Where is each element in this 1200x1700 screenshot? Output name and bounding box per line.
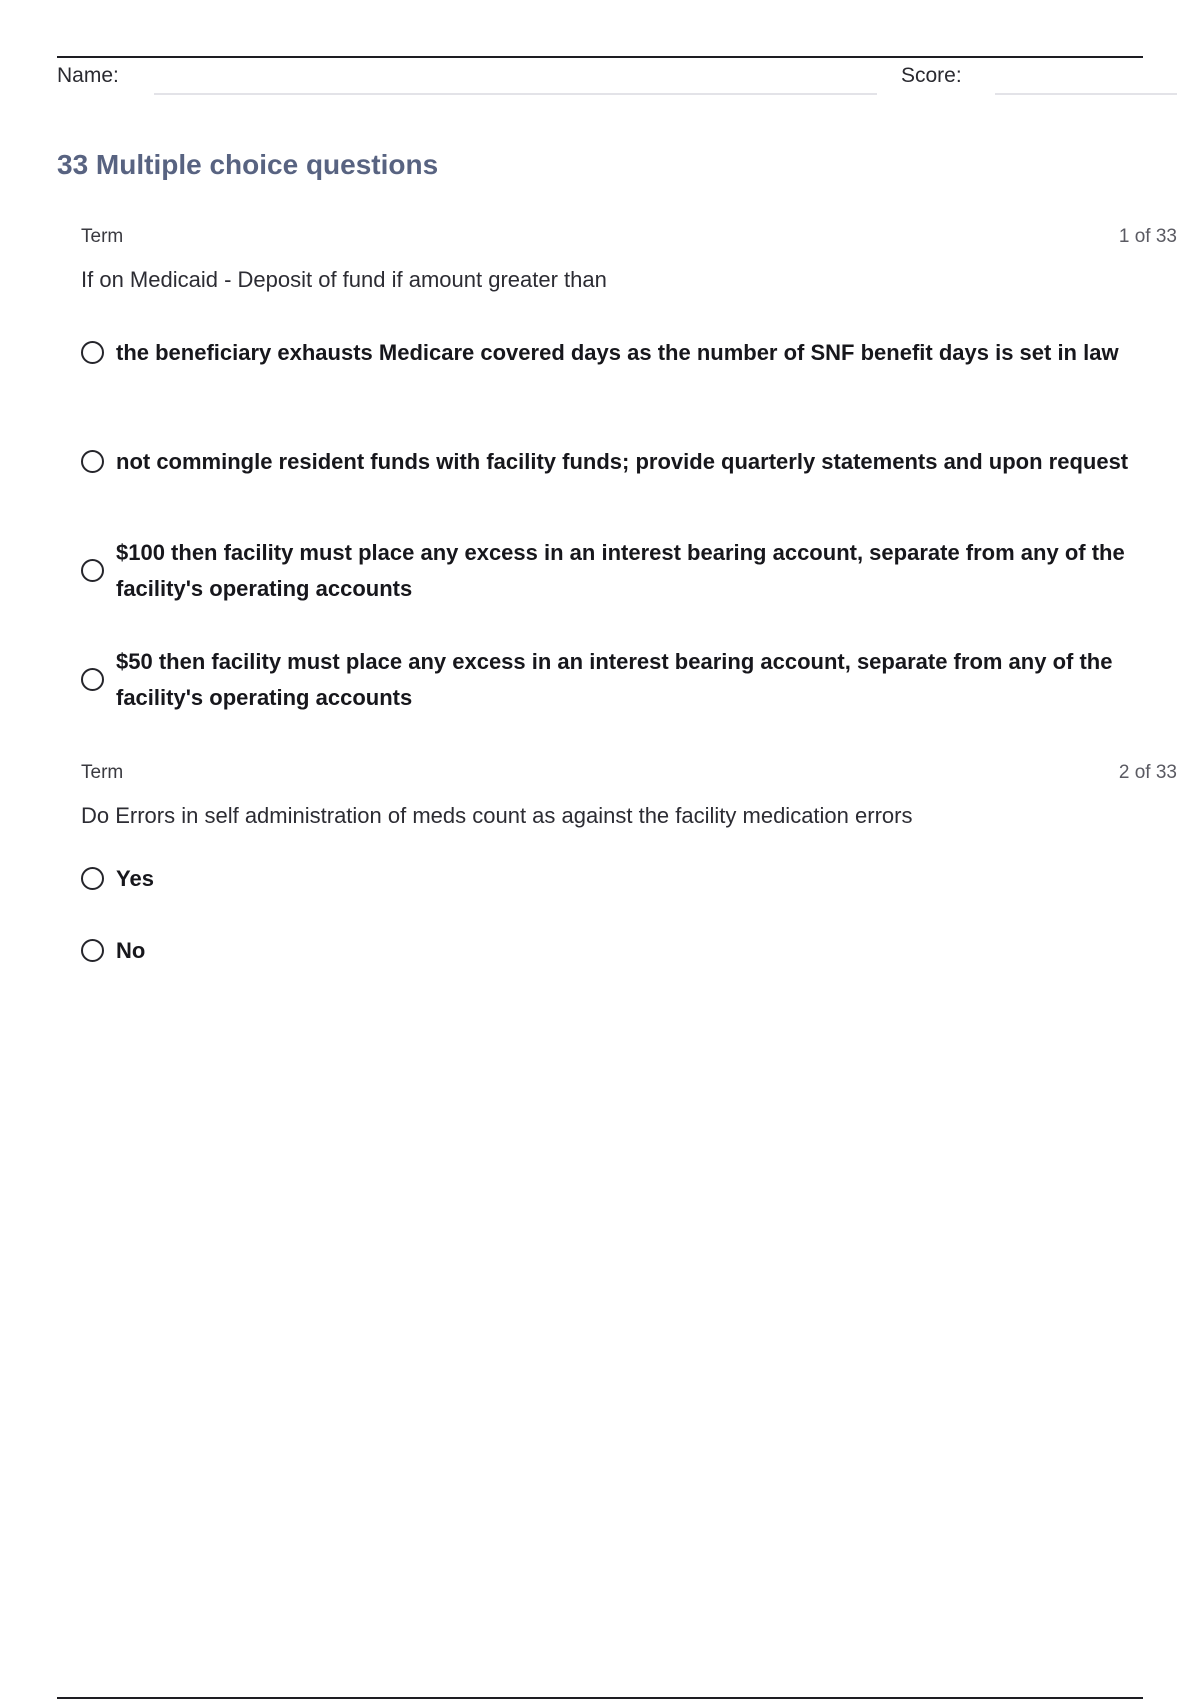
name-field-line[interactable] (154, 93, 877, 95)
term-label: Term (81, 226, 124, 247)
radio-circle-icon[interactable] (81, 559, 104, 582)
radio-circle-icon[interactable] (81, 341, 104, 364)
top-rule (57, 56, 1143, 58)
question-1 (81, 226, 1177, 753)
answer-option-text: not commingle resident funds with facility funds; provide quarterly statements and upon request (116, 448, 1129, 474)
radio-circle-icon[interactable] (81, 939, 104, 962)
section-title: 33 Multiple choice questions (57, 149, 439, 180)
radio-circle-icon[interactable] (81, 668, 104, 691)
name-label: Name: (57, 64, 119, 87)
worksheet-header (57, 62, 1177, 98)
question-counter: 2 of 33 (1118, 762, 1177, 783)
score-field-line[interactable] (995, 93, 1177, 95)
answer-option[interactable] (81, 535, 1177, 607)
question-prompt: If on Medicaid - Deposit of fund if amount greater than (81, 267, 607, 292)
answer-option[interactable] (81, 317, 1177, 389)
answer-option-text: the beneficiary exhausts Medicare covered days as the number of SNF benefit days is set in law (116, 339, 1119, 365)
bottom-rule (57, 1697, 1143, 1699)
score-label: Score: (901, 64, 962, 87)
answer-option[interactable] (81, 426, 1177, 498)
radio-circle-icon[interactable] (81, 867, 104, 890)
answer-option-text: Yes (116, 865, 154, 891)
answer-option-text: No (116, 937, 146, 963)
answer-option[interactable] (81, 644, 1177, 716)
term-label: Term (81, 762, 124, 783)
question-2 (81, 762, 1177, 1005)
answer-options (81, 317, 1177, 716)
question-counter: 1 of 33 (1118, 226, 1177, 247)
answer-option-no[interactable] (81, 933, 1177, 969)
answer-options (81, 861, 1177, 969)
question-prompt: Do Errors in self administration of meds count as against the facility medication errors (81, 803, 913, 828)
answer-option-yes[interactable] (81, 861, 1177, 897)
answer-option-text: $100 then facility must place any excess in an interest bearing account, separate from any of the facility's operating accounts (116, 539, 1125, 601)
answer-option-text: $50 then facility must place any excess in an interest bearing account, separate from any of the facility's operating accounts (116, 648, 1113, 710)
radio-circle-icon[interactable] (81, 450, 104, 473)
